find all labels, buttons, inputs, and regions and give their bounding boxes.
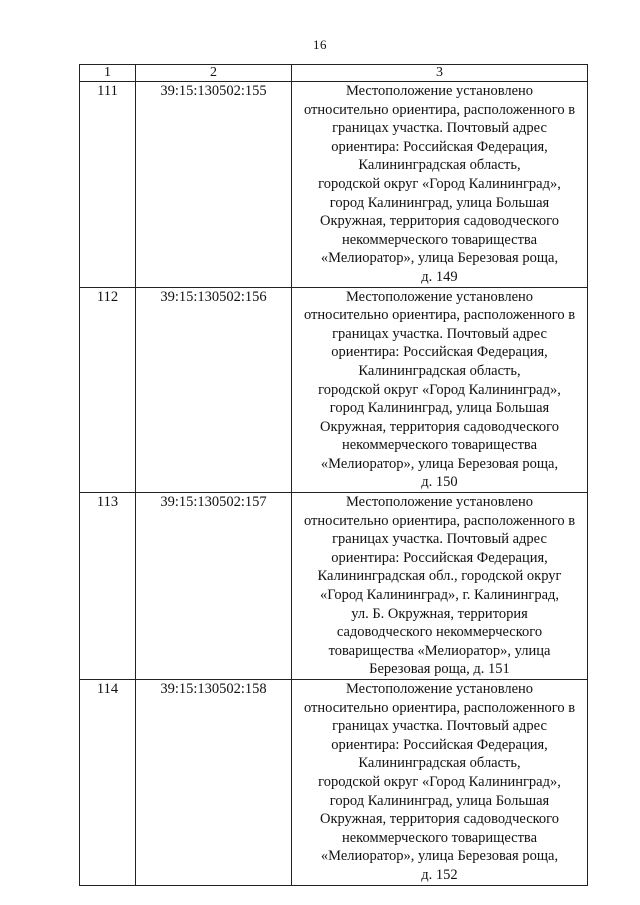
location-text-line: границах участка. Почтовый адрес [332, 325, 547, 342]
location-text-line: городской округ «Город Калининград», [318, 773, 561, 790]
table-body [80, 82, 588, 886]
location-text-line: ориентира: Российская Федерация, [331, 736, 548, 753]
location-text-line: городской округ «Город Калининград», [318, 381, 561, 398]
land-plots-table [79, 64, 588, 886]
row-number-cell: 111 [80, 82, 136, 288]
row-number-cell: 113 [80, 493, 136, 680]
location-text-line: относительно ориентира, расположенного в [303, 101, 576, 118]
location-text-line: границах участка. Почтовый адрес [332, 718, 547, 735]
column-header-2: 2 [136, 65, 292, 82]
location-text-line: городской округ «Город Калининград», [318, 175, 561, 192]
location-text-line: Местоположение установлено [345, 494, 534, 511]
location-text-line: Окружная, территория садоводческого [319, 418, 560, 435]
location-text-line: Калининградская область, [358, 362, 521, 379]
location-cell [292, 287, 588, 493]
location-text-line: Местоположение установлено [345, 681, 534, 697]
page-number: 16 [313, 37, 327, 52]
column-header-3: 3 [292, 65, 588, 82]
location-text-line: «Город Калининград», г. Калининград, [319, 587, 560, 604]
location-text-line: Калининградская область, [358, 755, 521, 772]
location-text-line: Березовая роща, д. 151 [369, 661, 510, 678]
location-text-line: город Калининград, улица Большая [329, 400, 550, 417]
location-text-line: «Мелиоратор», улица Березовая роща, [320, 848, 559, 865]
table-header-row [80, 65, 588, 82]
table-row [80, 287, 588, 493]
location-text-line: Местоположение установлено [345, 83, 534, 99]
location-text-line: «Мелиоратор», улица Березовая роща, [320, 250, 559, 267]
location-text-line: ул. Б. Окружная, территория [351, 605, 528, 622]
location-text-line: некоммерческого товарищества [341, 231, 538, 248]
column-header-1: 1 [80, 65, 136, 82]
location-text-line: город Калининград, улица Большая [329, 194, 550, 211]
table-row [80, 82, 588, 288]
row-number-cell: 112 [80, 287, 136, 493]
location-cell [292, 680, 588, 886]
location-text-line: город Калининград, улица Большая [329, 792, 550, 809]
table-row [80, 680, 588, 886]
location-text-line: д. 152 [421, 866, 458, 883]
location-cell [292, 493, 588, 680]
location-text-line: относительно ориентира, расположенного в [303, 307, 576, 324]
location-text-line: Окружная, территория садоводческого [319, 811, 560, 828]
location-text-line: некоммерческого товарищества [341, 829, 538, 846]
location-text-line: Калининградская область, [358, 157, 521, 174]
location-text-line: относительно ориентира, расположенного в [303, 699, 576, 716]
location-text-line: «Мелиоратор», улица Березовая роща, [320, 455, 559, 472]
location-text-line: границах участка. Почтовый адрес [332, 120, 547, 137]
location-text-line: некоммерческого товарищества [341, 437, 538, 454]
cadastral-number-cell: 39:15:130502:155 [136, 82, 292, 288]
location-text-line: ориентира: Российская Федерация, [331, 549, 548, 566]
row-number-cell: 114 [80, 680, 136, 886]
location-text-line: товарищества «Мелиоратор», улица [328, 642, 551, 659]
cadastral-number-cell: 39:15:130502:158 [136, 680, 292, 886]
location-text-line: д. 149 [421, 268, 458, 285]
location-text-line: д. 150 [421, 474, 458, 491]
location-text-line: Калининградская обл., городской округ [317, 568, 562, 585]
location-text-line: ориентира: Российская Федерация, [331, 344, 548, 361]
location-text-line: садоводческого некоммерческого [336, 624, 543, 641]
location-text-line: Местоположение установлено [345, 288, 534, 305]
cadastral-number-cell: 39:15:130502:156 [136, 287, 292, 493]
location-cell [292, 82, 588, 288]
location-text-line: границах участка. Почтовый адрес [332, 531, 547, 548]
location-text-line: относительно ориентира, расположенного в [303, 512, 576, 529]
location-text-line: ориентира: Российская Федерация, [331, 138, 548, 155]
location-text-line: Окружная, территория садоводческого [319, 213, 560, 230]
table-row [80, 493, 588, 680]
cadastral-number-cell: 39:15:130502:157 [136, 493, 292, 680]
